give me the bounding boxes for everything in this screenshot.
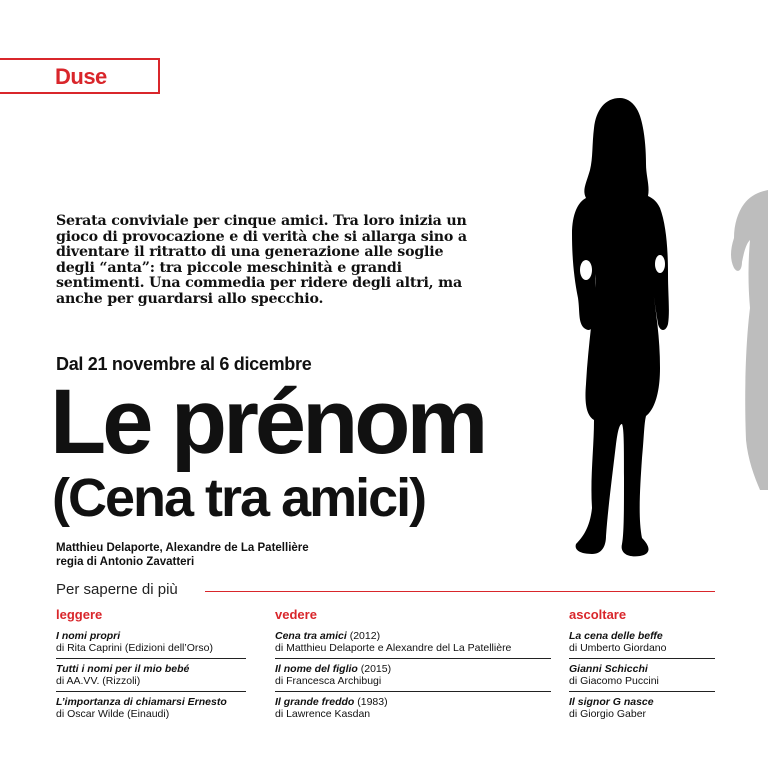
authors: Matthieu Delaporte, Alexandre de La Patellière bbox=[56, 542, 309, 554]
woman-silhouette-image bbox=[560, 98, 680, 560]
column-vedere bbox=[275, 609, 551, 727]
grey-silhouette-image bbox=[720, 190, 768, 490]
item-title: L’importanza di chiamarsi Ernesto bbox=[56, 696, 227, 708]
synopsis: Serata conviviale per cinque amici. Tra loro inizia un gioco di provocazione e di verità che si allarga sino a diventare il ritratto di una generazione alle soglie degli “anta”: tra piccole meschinità e grandi sentimenti. Una commedia per ridere degli altri, ma anche per guardarsi allo specchio. bbox=[56, 213, 467, 307]
list-item bbox=[569, 662, 715, 692]
list-item bbox=[56, 629, 246, 659]
item-year: (2012) bbox=[346, 630, 381, 642]
column-heading: vedere bbox=[275, 607, 317, 622]
list-item bbox=[275, 629, 551, 659]
item-title: La cena delle beffe bbox=[569, 630, 663, 642]
item-year: (1983) bbox=[354, 696, 388, 708]
item-detail: di AA.VV. (Rizzoli) bbox=[56, 675, 141, 687]
item-detail: di Lawrence Kasdan bbox=[275, 708, 371, 720]
item-detail: di Giacomo Puccini bbox=[569, 675, 659, 687]
theatre-tag bbox=[0, 58, 160, 94]
column-heading: leggere bbox=[56, 607, 103, 622]
item-detail: di Oscar Wilde (Einaudi) bbox=[56, 708, 170, 720]
list-item bbox=[569, 695, 715, 724]
item-year: (2015) bbox=[357, 663, 392, 675]
more-info-divider bbox=[205, 591, 715, 592]
column-leggere bbox=[56, 609, 246, 727]
show-subtitle: (Cena tra amici) bbox=[52, 468, 426, 528]
item-detail: di Francesca Archibugi bbox=[275, 675, 382, 687]
list-item bbox=[569, 629, 715, 659]
item-title: Il nome del figlio bbox=[275, 663, 358, 675]
direction: regia di Antonio Zavatteri bbox=[56, 555, 195, 568]
column-heading: ascoltare bbox=[569, 607, 627, 622]
theatre-name: Duse bbox=[55, 64, 107, 89]
item-title: I nomi propri bbox=[56, 630, 121, 642]
column-ascoltare bbox=[569, 609, 715, 727]
credits bbox=[56, 542, 309, 569]
list-item bbox=[56, 695, 246, 724]
item-title: Il signor G nasce bbox=[569, 696, 654, 708]
list-item bbox=[56, 662, 246, 692]
item-detail: di Matthieu Delaporte e Alexandre del La Patellière bbox=[275, 642, 512, 654]
item-detail: di Umberto Giordano bbox=[569, 642, 667, 654]
item-title: Gianni Schicchi bbox=[569, 663, 648, 675]
show-title: Le prénom bbox=[50, 371, 485, 473]
item-detail: di Rita Caprini (Edizioni dell’Orso) bbox=[56, 642, 213, 654]
item-title: Tutti i nomi per il mio bebé bbox=[56, 663, 190, 675]
list-item bbox=[275, 695, 551, 724]
show-dates: Dal 21 novembre al 6 dicembre bbox=[56, 354, 312, 374]
item-title: Il grande freddo bbox=[275, 696, 355, 708]
item-detail: di Giorgio Gaber bbox=[569, 708, 647, 720]
list-item bbox=[275, 662, 551, 692]
more-info-heading: Per saperne di più bbox=[56, 581, 178, 598]
item-title: Cena tra amici bbox=[275, 630, 347, 642]
